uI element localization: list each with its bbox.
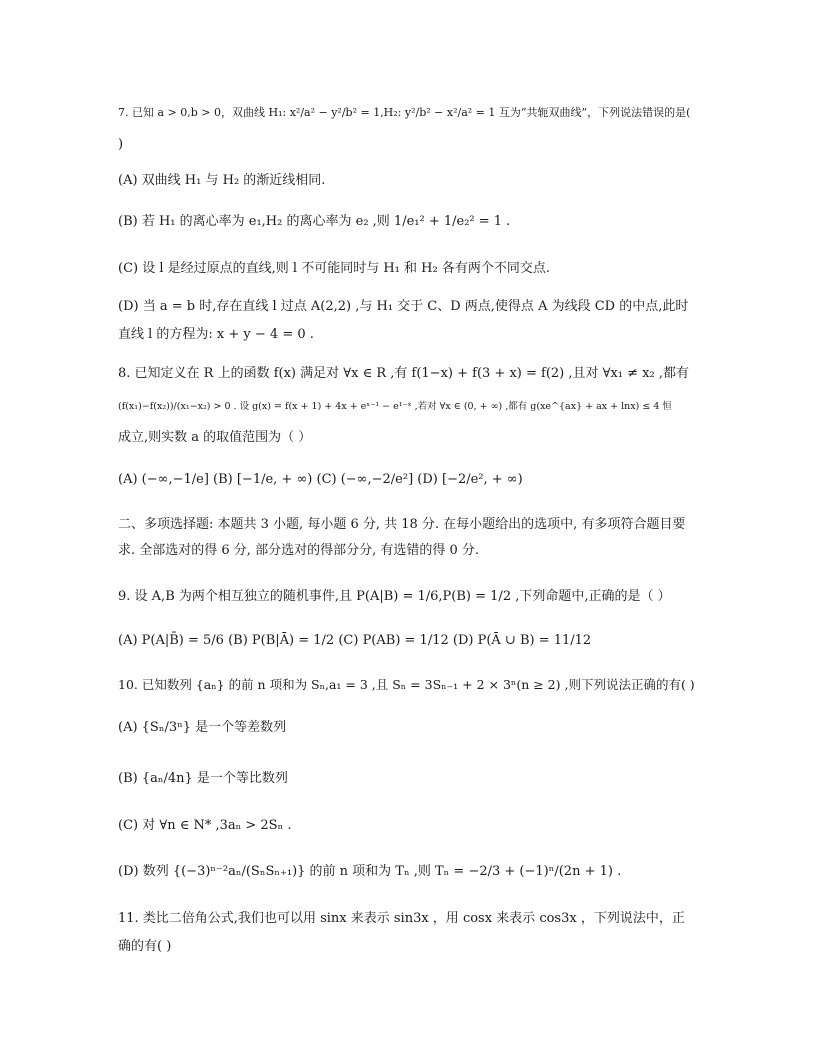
q10-option-d: (D) 数列 {(−3)ⁿ⁻²aₙ/(SₙSₙ₊₁)} 的前 n 项和为 Tₙ ,则 Tₙ = −2/3 + (−1)ⁿ/(2n + 1) . — [118, 864, 622, 879]
q11-stem-line-1: 11. 类比二倍角公式,我们也可以用 sinx 来表示 sin3x ，用 cosx 来表示 cos3x ，下列说法中，正 — [118, 911, 685, 926]
q9-options: (A) P(A|B̄) = 5/6 (B) P(B|Ā) = 1/2 (C) P(AB) = 1/12 (D) P(Ā ∪ B) = 11/12 — [118, 633, 592, 648]
q7-stem-line-1: 7. 已知 a > 0,b > 0，双曲线 H₁: x²/a² − y²/b² = 1,H₂: y²/b² − x²/a² = 1 互为“共轭双曲线”，下列说法错误的是( — [118, 106, 691, 119]
q10-option-a: (A) {Sₙ/3ⁿ} 是一个等差数列 — [118, 720, 287, 735]
q9-stem: 9. 设 A,B 为两个相互独立的随机事件,且 P(A|B) = 1/6,P(B) = 1/2 ,下列命题中,正确的是（ ） — [118, 589, 671, 604]
q11-stem-line-2: 确的有( ) — [118, 939, 172, 954]
q10-option-b: (B) {aₙ/4n} 是一个等比数列 — [118, 771, 288, 786]
q7-option-b: (B) 若 H₁ 的离心率为 e₁,H₂ 的离心率为 e₂ ,则 1/e₁² + 1/e₂² = 1 . — [118, 214, 511, 229]
q10-option-c: (C) 对 ∀n ∈ N* ,3aₙ > 2Sₙ . — [118, 818, 292, 833]
section-2-instructions: 二、多项选择题: 本题共 3 小题, 每小题 6 分, 共 18 分. 在每小题给出的选项中, 有多项符合题目要求. 全部选对的得 6 分, 部分选对的得部分分, 有选错的得 0 分. — [118, 517, 686, 558]
q10-stem: 10. 已知数列 {aₙ} 的前 n 项和为 Sₙ,a₁ = 3 ,且 Sₙ = 3Sₙ₋₁ + 2 × 3ⁿ(n ≥ 2) ,则下列说法正确的有( ) — [118, 677, 695, 692]
q8-options: (A) (−∞,−1/e] (B) [−1/e, + ∞) (C) (−∞,−2/e²] (D) [−2/e², + ∞) — [118, 472, 523, 487]
q8-stem-line-3: 成立,则实数 a 的取值范围为（ ） — [118, 430, 312, 445]
q7-option-d-line-2: 直线 l 的方程为: x + y − 4 = 0 . — [118, 327, 314, 342]
q7-option-a: (A) 双曲线 H₁ 与 H₂ 的渐近线相同. — [118, 173, 326, 188]
q8-stem-line-2: (f(x₁)−f(x₂))/(x₁−x₂) > 0 . 设 g(x) = f(x + 1) + 4x + eˣ⁻¹ − e¹⁻ˣ ,若对 ∀x ∈ (0, + ∞) ,都有 g(xe^{ax} + ax + lnx) ≤ 4 恒 — [118, 401, 672, 412]
q7-option-d-line-1: (D) 当 a = b 时,存在直线 l 过点 A(2,2) ,与 H₁ 交于 C、D 两点,使得点 A 为线段 CD 的中点,此时 — [118, 299, 689, 314]
q8-stem-line-1: 8. 已知定义在 R 上的函数 f(x) 满足对 ∀x ∈ R ,有 f(1−x) + f(3 + x) = f(2) ,且对 ∀x₁ ≠ x₂ ,都有 — [118, 366, 689, 381]
q7-stem-line-2: ) — [118, 137, 124, 152]
q7-option-c: (C) 设 l 是经过原点的直线,则 l 不可能同时与 H₁ 和 H₂ 各有两个不同交点. — [118, 261, 550, 276]
